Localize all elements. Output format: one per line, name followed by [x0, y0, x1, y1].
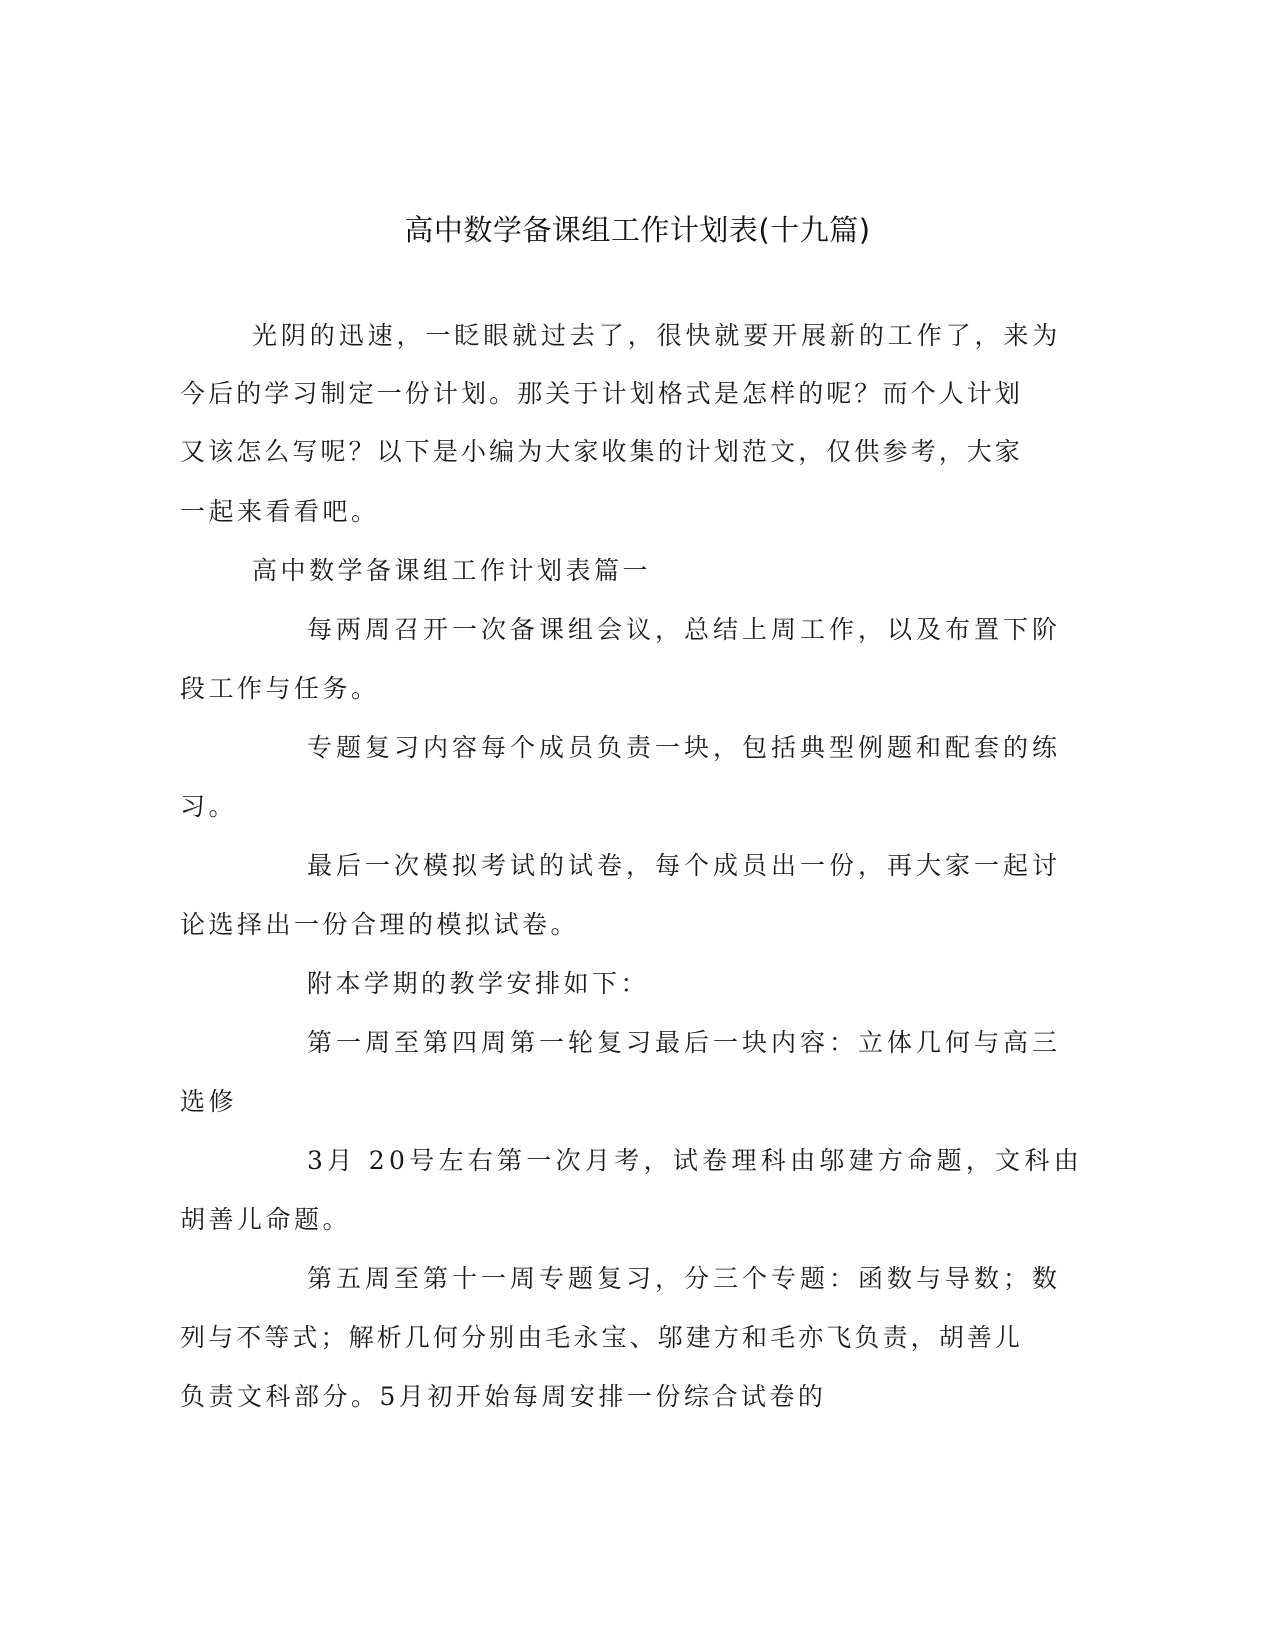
paragraph-line: 每两周召开一次备课组会议，总结上周工作，以及布置下阶 — [307, 615, 1062, 644]
paragraph-line: 论选择出一份合理的模拟试卷。 — [180, 910, 580, 939]
paragraph-line: 专题复习内容每个成员负责一块，包括典型例题和配套的练 — [307, 733, 1062, 762]
paragraph-line: 列与不等式；解析几何分别由毛永宝、邬建方和毛亦飞负责，胡善儿 — [180, 1323, 1024, 1352]
paragraph-line: 习。 — [180, 792, 238, 821]
paragraph-line: 负责文科部分。5月初开始每周安排一份综合试卷的 — [180, 1382, 827, 1411]
paragraph-line: 今后的学习制定一份计划。那关于计划格式是怎样的呢？而个人计划 — [180, 379, 1024, 408]
paragraph-line: 第五周至第十一周专题复习，分三个专题：函数与导数；数 — [307, 1264, 1062, 1293]
paragraph-line: 最后一次模拟考试的试卷，每个成员出一份，再大家一起讨 — [307, 851, 1062, 880]
paragraph-line: 选修 — [180, 1087, 238, 1116]
paragraph-line: 一起来看看吧。 — [180, 497, 380, 526]
paragraph-line: 光阴的迅速，一眨眼就过去了，很快就要开展新的工作了，来为 — [252, 321, 1062, 350]
paragraph-line: 3月 20号左右第一次月考，试卷理科由邬建方命题，文科由 — [307, 1146, 1084, 1175]
paragraph-line: 第一周至第四周第一轮复习最后一块内容：立体几何与高三 — [307, 1028, 1062, 1057]
document-title: 高中数学备课组工作计划表(十九篇) — [404, 213, 871, 247]
paragraph-line: 胡善儿命题。 — [180, 1205, 352, 1234]
section-heading: 高中数学备课组工作计划表篇一 — [252, 556, 652, 585]
paragraph-line: 又该怎么写呢？以下是小编为大家收集的计划范文，仅供参考，大家 — [180, 437, 1024, 466]
paragraph-line: 附本学期的教学安排如下： — [307, 969, 650, 998]
paragraph-line: 段工作与任务。 — [180, 674, 380, 703]
